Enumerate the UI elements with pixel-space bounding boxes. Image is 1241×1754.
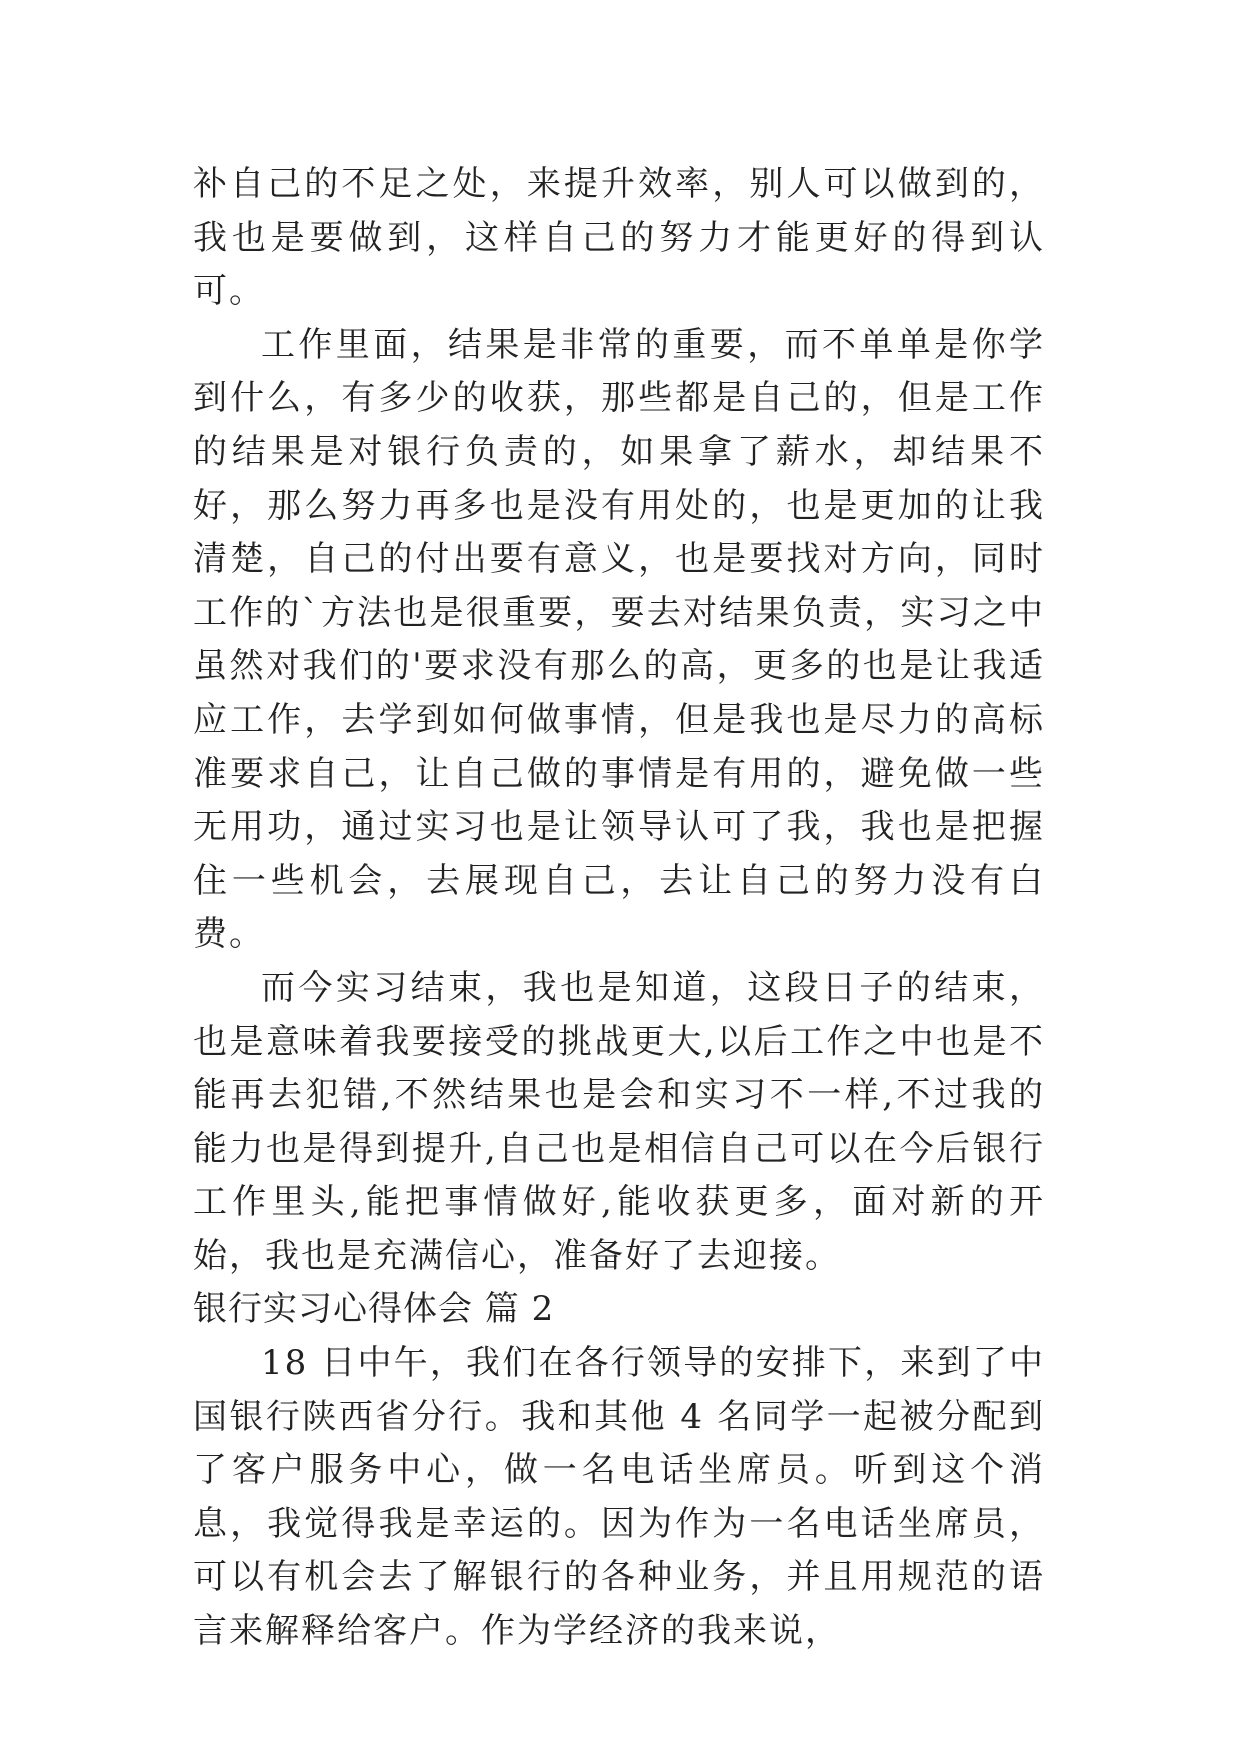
paragraph-continuation: 补自己的不足之处，来提升效率，别人可以做到的，我也是要做到，这样自己的努力才能更好的得到认可。 xyxy=(193,164,1045,312)
paragraph-section-2: 18 日中午，我们在各行领导的安排下，来到了中国银行陕西省分行。我和其他 4 名同学一起被分配到了客户服务中心，做一名电话坐席员。听到这个消息，我觉得我是幸运的。因为作为一名电话坐席员，可以有机会去了解银行的各种业务，并且用规范的语言来解释给客户。作为学经济的我来说， xyxy=(193,1343,1045,1652)
paragraph-work-results: 工作里面，结果是非常的重要，而不单单是你学到什么，有多少的收获，那些都是自己的，但是工作的结果是对银行负责的，如果拿了薪水，却结果不好，那么努力再多也是没有用处的，也是更加的让我清楚，自己的付出要有意义，也是要找对方向，同时工作的`方法也是很重要，要去对结果负责，实习之中虽然对我们的'要求没有那么的高，更多的也是让我适应工作，去学到如何做事情，但是我也是尽力的高标准要求自己，让自己做的事情是有用的，避免做一些无用功，通过实习也是让领导认可了我，我也是把握住一些机会，去展现自己，去让自己的努力没有白费。 xyxy=(193,324,1045,955)
paragraph-internship-end: 而今实习结束，我也是知道，这段日子的结束，也是意味着我要接受的挑战更大,以后工作之中也是不能再去犯错,不然结果也是会和实习不一样,不过我的能力也是得到提升,自己也是相信自己可以在今后银行工作里头,能把事情做好,能收获更多，面对新的开始，我也是充满信心，准备好了去迎接。 xyxy=(193,967,1045,1276)
section-heading: 银行实习心得体会 篇 2 xyxy=(193,1289,555,1330)
document-body xyxy=(193,158,1045,1659)
